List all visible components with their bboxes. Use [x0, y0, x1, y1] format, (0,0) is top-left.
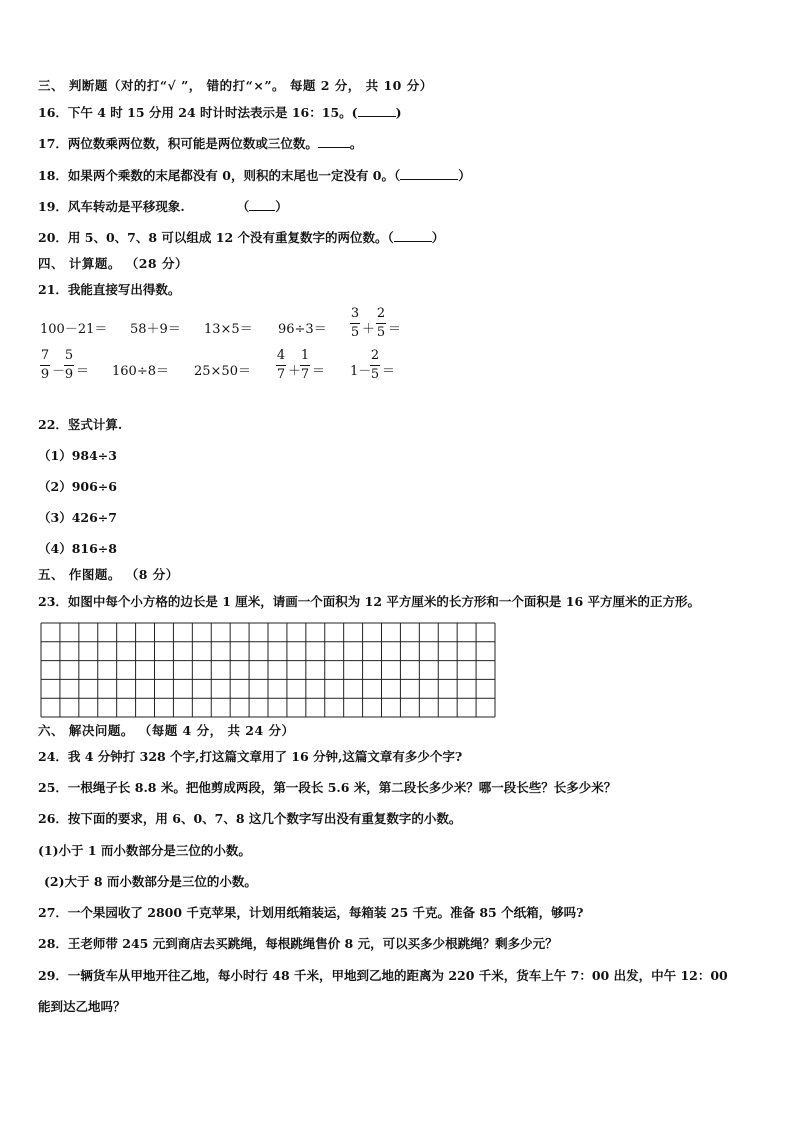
question-27: 27．一个果园收了 2800 千克苹果，计划用纸箱装运，每箱装 25 千克。准备 85 个纸箱，够吗? [38, 905, 584, 920]
calc-item: 96÷3＝ [278, 322, 327, 337]
operator: ＋ [362, 322, 376, 337]
question-19 [38, 198, 288, 215]
question-16-text: 16．下午 4 时 15 分用 24 时计时法表示是 16：15。( [38, 105, 358, 120]
fraction [64, 348, 74, 383]
fraction [370, 348, 380, 383]
answer-blank[interactable] [394, 229, 432, 242]
section-3-heading: 三、 判断题（对的打“√ ”， 错的打“×”。 每题 2 分， 共 10 分） [38, 78, 433, 93]
question-22: 22．竖式计算. [38, 417, 123, 432]
equals: ＝ [312, 364, 326, 379]
calc-item: 58＋9＝ [130, 322, 181, 337]
denominator: 9 [40, 367, 50, 382]
fraction [276, 348, 286, 383]
question-29-line-1: 29．一辆货车从甲地开往乙地，每小时行 48 千米，甲地到乙地的距离为 220 千米，货车上午 7：00 出发，中午 12：00 [38, 968, 728, 983]
section-4-heading: 四、 计算题。 （28 分） [38, 256, 188, 271]
equals: ＝ [382, 364, 396, 379]
denominator: 5 [376, 325, 386, 340]
question-26-part-1: (1)小于 1 而小数部分是三位的小数。 [38, 843, 251, 858]
square-grid[interactable] [40, 622, 496, 718]
vertical-calc-item: （4）816÷8 [38, 541, 117, 556]
fraction [376, 306, 386, 341]
question-26-part-2: (2)大于 8 而小数部分是三位的小数。 [44, 874, 257, 889]
answer-blank[interactable] [318, 135, 350, 148]
question-25: 25．一根绳子长 8.8 米。把他剪成两段，第一段长 5.6 米，第二段长多少米？哪一段长些？长多少米？ [38, 780, 617, 795]
question-20-close: ） [431, 230, 445, 245]
answer-blank[interactable] [358, 104, 396, 117]
vertical-calc-item: （2）906÷6 [38, 479, 117, 494]
question-20-text: 20．用 5、0、7、8 可以组成 12 个没有重复数字的两位数。（ [38, 230, 394, 245]
question-18 [38, 167, 471, 184]
calc-item: 160÷8＝ [112, 364, 169, 379]
question-18-text: 18．如果两个乘数的末尾都没有 0，则积的末尾也一定没有 0。（ [38, 168, 401, 183]
denominator: 5 [350, 325, 360, 340]
fraction [300, 348, 310, 383]
operator: － [52, 364, 66, 379]
question-18-close: ） [458, 168, 471, 183]
numerator: 2 [370, 348, 380, 363]
fraction [350, 306, 360, 341]
question-24: 24．我 4 分钟打 328 个字,打这篇文章用了 16 分钟,这篇文章有多少个字? [38, 749, 463, 764]
question-16 [38, 104, 401, 121]
vertical-calc-item: （1）984÷3 [38, 448, 117, 463]
calc-item: 25×50＝ [194, 364, 251, 379]
question-21: 21．我能直接写出得数。 [38, 282, 181, 297]
numerator: 7 [40, 348, 50, 363]
answer-blank[interactable] [400, 167, 458, 180]
calc-item: 13×5＝ [204, 322, 253, 337]
denominator: 9 [64, 367, 74, 382]
question-17 [38, 135, 362, 152]
answer-blank[interactable] [249, 198, 275, 211]
section-5-heading: 五、 作图题。 （8 分） [38, 567, 179, 582]
question-29-line-2: 能到达乙地吗？ [38, 999, 126, 1014]
calc-item: 100－21＝ [40, 322, 108, 337]
question-26: 26．按下面的要求，用 6、0、7、8 这几个数字写出没有重复数字的小数。 [38, 811, 462, 826]
numerator: 2 [376, 306, 386, 321]
numerator: 3 [350, 306, 360, 321]
numerator: 1 [300, 348, 310, 363]
question-19-text: 19．风车转动是平移现象. [38, 199, 185, 214]
equals: ＝ [388, 322, 402, 337]
vertical-calc-item: （3）426÷7 [38, 510, 117, 525]
denominator: 7 [276, 367, 286, 382]
question-28: 28．王老师带 245 元到商店去买跳绳，每根跳绳售价 8 元，可以买多少根跳绳？剩多少元？ [38, 936, 558, 951]
denominator: 7 [300, 367, 310, 382]
numerator: 4 [276, 348, 286, 363]
operator: ＋ [288, 364, 302, 379]
question-20 [38, 229, 444, 246]
question-23: 23．如图中每个小方格的边长是 1 厘米，请画一个面积为 12 平方厘米的长方形和一个面积是 16 平方厘米的正方形。 [38, 594, 700, 609]
question-19-open: （ [236, 199, 250, 214]
question-19-close: ） [275, 199, 288, 214]
numerator: 5 [64, 348, 74, 363]
equals: ＝ [76, 364, 90, 379]
denominator: 5 [370, 367, 380, 382]
question-16-close: ) [395, 105, 402, 120]
section-6-heading: 六、 解决问题。 （每题 4 分， 共 24 分） [38, 723, 295, 738]
fraction [40, 348, 50, 383]
question-17-end: 。 [349, 136, 363, 151]
calc-prefix: 1－ [350, 364, 372, 379]
question-17-text: 17．两位数乘两位数，积可能是两位数或三位数。 [38, 136, 318, 151]
